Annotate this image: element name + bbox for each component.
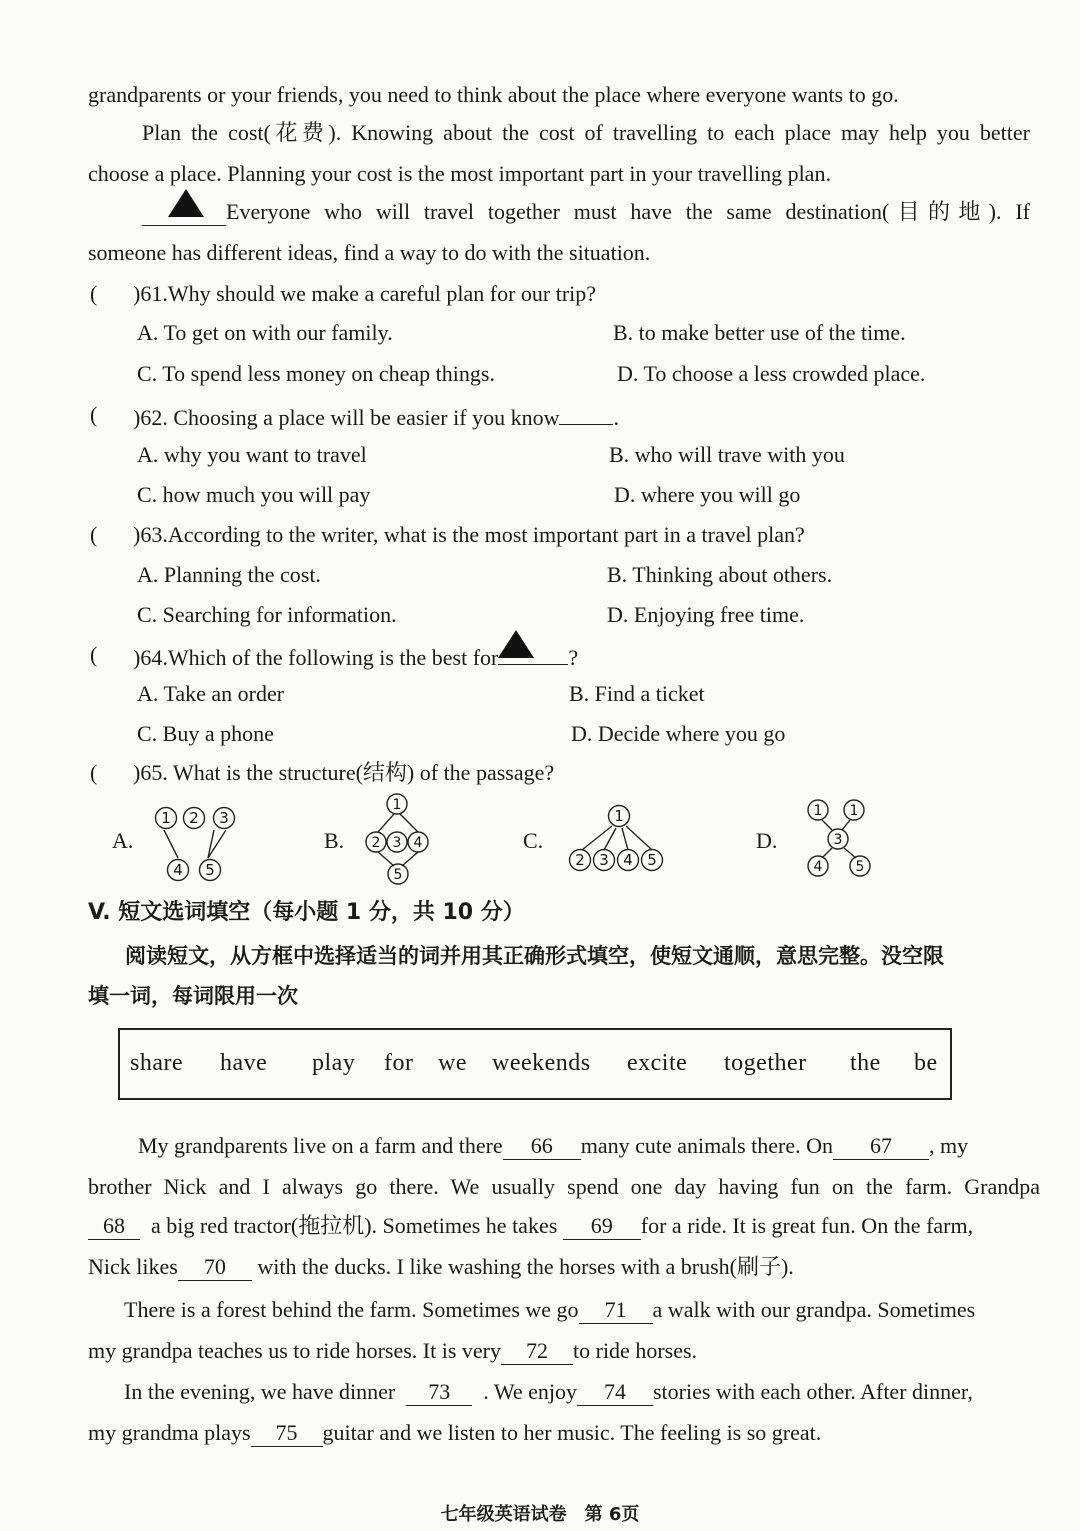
cloze-line [88, 1252, 794, 1282]
option: C. how much you will pay [137, 482, 371, 507]
cloze-text: , my [929, 1133, 969, 1158]
node-label: 1 [161, 809, 171, 827]
node-label: 5 [647, 851, 657, 869]
passage-line: grandparents or your friends, you need to think about the place where everyone wants to go. [88, 82, 899, 107]
option: D. To choose a less crowded place. [617, 361, 926, 386]
question-text: ? [568, 645, 579, 670]
node-label: 5 [855, 859, 865, 875]
option: B. Find a ticket [569, 681, 705, 706]
word-bank-item: together [724, 1050, 807, 1076]
option: C. To spend less money on cheap things. [137, 361, 495, 386]
passage-text: Everyone who will travel together must have the same destination(目的地). If [226, 199, 1030, 224]
word-bank-item: excite [627, 1050, 688, 1076]
node-label: 4 [813, 859, 823, 875]
cloze-blank[interactable]: 73 [406, 1379, 472, 1406]
structure-diagram-d [800, 794, 890, 891]
answer-blank [498, 640, 568, 665]
option: A. Planning the cost. [137, 562, 321, 587]
question-text: . [613, 405, 619, 430]
cloze-text: a walk with our grandpa. Sometimes [652, 1297, 976, 1322]
answer-paren: ( [90, 281, 98, 306]
word-bank-item: be [914, 1050, 938, 1076]
cloze-blank[interactable]: 68 [88, 1213, 140, 1240]
cloze-text: . We enjoy [483, 1379, 577, 1404]
structure-diagram-b [356, 790, 446, 895]
question-stem [133, 400, 619, 433]
cloze-text: My grandparents live on a farm and there [138, 1133, 503, 1158]
cloze-line: brother Nick and I always go there. We usually spend one day having fun on the farm. Grandpa [88, 1174, 1040, 1199]
cloze-text: guitar and we listen to her music. The feeling is so great. [322, 1420, 822, 1445]
answer-paren: ( [90, 760, 98, 785]
option: A. To get on with our family. [137, 320, 393, 345]
question-text: )64.Which of the following is the best for [133, 645, 499, 670]
cloze-blank[interactable]: 74 [577, 1379, 653, 1406]
cloze-blank[interactable]: 66 [503, 1133, 581, 1160]
answer-blank [142, 197, 226, 226]
option: A. Take an order [137, 681, 285, 706]
word-bank-item: play [312, 1050, 356, 1076]
option: C. Searching for information. [137, 602, 397, 627]
diagram-a-svg [148, 798, 248, 888]
passage-line [142, 197, 1030, 227]
option-label: A. [112, 828, 134, 853]
node-label: 4 [413, 835, 423, 851]
cloze-text: many cute animals there. On [580, 1133, 834, 1158]
section-instructions: 填一词，每词限用一次 [88, 984, 298, 1008]
node-label: 1 [614, 807, 624, 825]
cloze-blank[interactable]: 72 [501, 1338, 573, 1365]
node-label: 4 [623, 851, 633, 869]
option: B. to make better use of the time. [613, 320, 906, 345]
node-label: 2 [189, 809, 199, 827]
structure-diagram-a [148, 798, 248, 893]
triangle-icon [498, 630, 534, 658]
cloze-blank[interactable]: 75 [251, 1420, 323, 1447]
question-text: )62. Choosing a place will be easier if you know [133, 405, 560, 430]
node-label: 3 [599, 851, 609, 869]
answer-paren: ( [90, 402, 98, 427]
cloze-text: stories with each other. After dinner, [652, 1379, 973, 1404]
word-bank-item: weekends [492, 1050, 591, 1076]
structure-diagram-c [562, 800, 672, 885]
word-bank-item: have [220, 1050, 268, 1076]
diagram-c-svg [562, 800, 672, 880]
node-label: 5 [205, 861, 215, 879]
passage-line: Plan the cost(花费). Knowing about the cost of travelling to each place may help you better [142, 120, 1030, 145]
option: C. Buy a phone [137, 721, 274, 746]
cloze-line [88, 1211, 973, 1241]
question-stem: )61.Why should we make a careful plan for our trip? [133, 281, 597, 306]
diagram-b-svg [356, 790, 446, 890]
option-label: D. [756, 828, 778, 853]
option: D. Enjoying free time. [607, 602, 805, 627]
cloze-text: to ride horses. [573, 1338, 698, 1363]
cloze-line [124, 1377, 973, 1407]
question-stem [133, 640, 578, 673]
cloze-text: Nick likes [88, 1254, 178, 1279]
node-label: 1 [849, 803, 859, 819]
node-label: 1 [392, 797, 402, 813]
option: D. Decide where you go [571, 721, 786, 746]
question-stem: )63.According to the writer, what is the most important part in a travel plan? [133, 522, 805, 547]
cloze-line [124, 1295, 975, 1325]
node-label: 4 [173, 861, 183, 879]
triangle-icon [168, 189, 204, 217]
cloze-blank[interactable]: 69 [563, 1213, 641, 1240]
word-bank-item: the [850, 1050, 881, 1076]
cloze-text: with the ducks. I like washing the horses with a brush(刷子). [257, 1254, 794, 1279]
diagram-d-svg [800, 794, 890, 886]
cloze-blank[interactable]: 70 [178, 1254, 252, 1281]
node-label: 2 [371, 835, 381, 851]
answer-paren: ( [90, 642, 98, 667]
option-label: C. [523, 828, 544, 853]
option: D. where you will go [614, 482, 801, 507]
answer-paren: ( [90, 522, 98, 547]
question-stem: )65. What is the structure(结构) of the passage? [133, 760, 555, 785]
page-footer: 七年级英语试卷 第 6页 [440, 1504, 640, 1525]
cloze-line [138, 1131, 968, 1161]
option: B. Thinking about others. [607, 562, 833, 587]
cloze-text: There is a forest behind the farm. Sometimes we go [124, 1297, 579, 1322]
section-title: V. 短文选词填空（每小题 1 分，共 10 分） [88, 900, 525, 925]
node-label: 5 [393, 867, 403, 883]
node-label: 3 [392, 835, 402, 851]
word-bank-box [118, 1028, 952, 1100]
cloze-text: for a ride. It is great fun. On the farm, [640, 1213, 974, 1238]
cloze-line [88, 1418, 821, 1448]
answer-blank [559, 400, 613, 425]
cloze-blank[interactable]: 67 [833, 1133, 929, 1160]
word-bank-item: share [130, 1050, 184, 1076]
passage-line: someone has different ideas, find a way to do with the situation. [88, 240, 651, 265]
option-label: B. [324, 828, 345, 853]
node-label: 3 [833, 832, 843, 848]
passage-line: choose a place. Planning your cost is the most important part in your travelling plan. [88, 161, 831, 186]
node-label: 3 [219, 809, 229, 827]
cloze-text: a big red tractor(拖拉机). Sometimes he takes [151, 1213, 558, 1238]
cloze-text: my grandpa teaches us to ride horses. It is very [88, 1338, 501, 1363]
word-bank-item: we [438, 1050, 467, 1076]
cloze-text: In the evening, we have dinner [124, 1379, 396, 1404]
cloze-text: my grandma plays [88, 1420, 251, 1445]
cloze-line [88, 1336, 697, 1366]
word-bank-item: for [384, 1050, 414, 1076]
option: A. why you want to travel [137, 442, 367, 467]
cloze-blank[interactable]: 71 [579, 1297, 653, 1324]
section-instructions: 阅读短文，从方框中选择适当的词并用其正确形式填空，使短文通顺，意思完整。没空限 [125, 944, 944, 968]
node-label: 2 [575, 851, 585, 869]
option: B. who will trave with you [609, 442, 845, 467]
node-label: 1 [813, 803, 823, 819]
